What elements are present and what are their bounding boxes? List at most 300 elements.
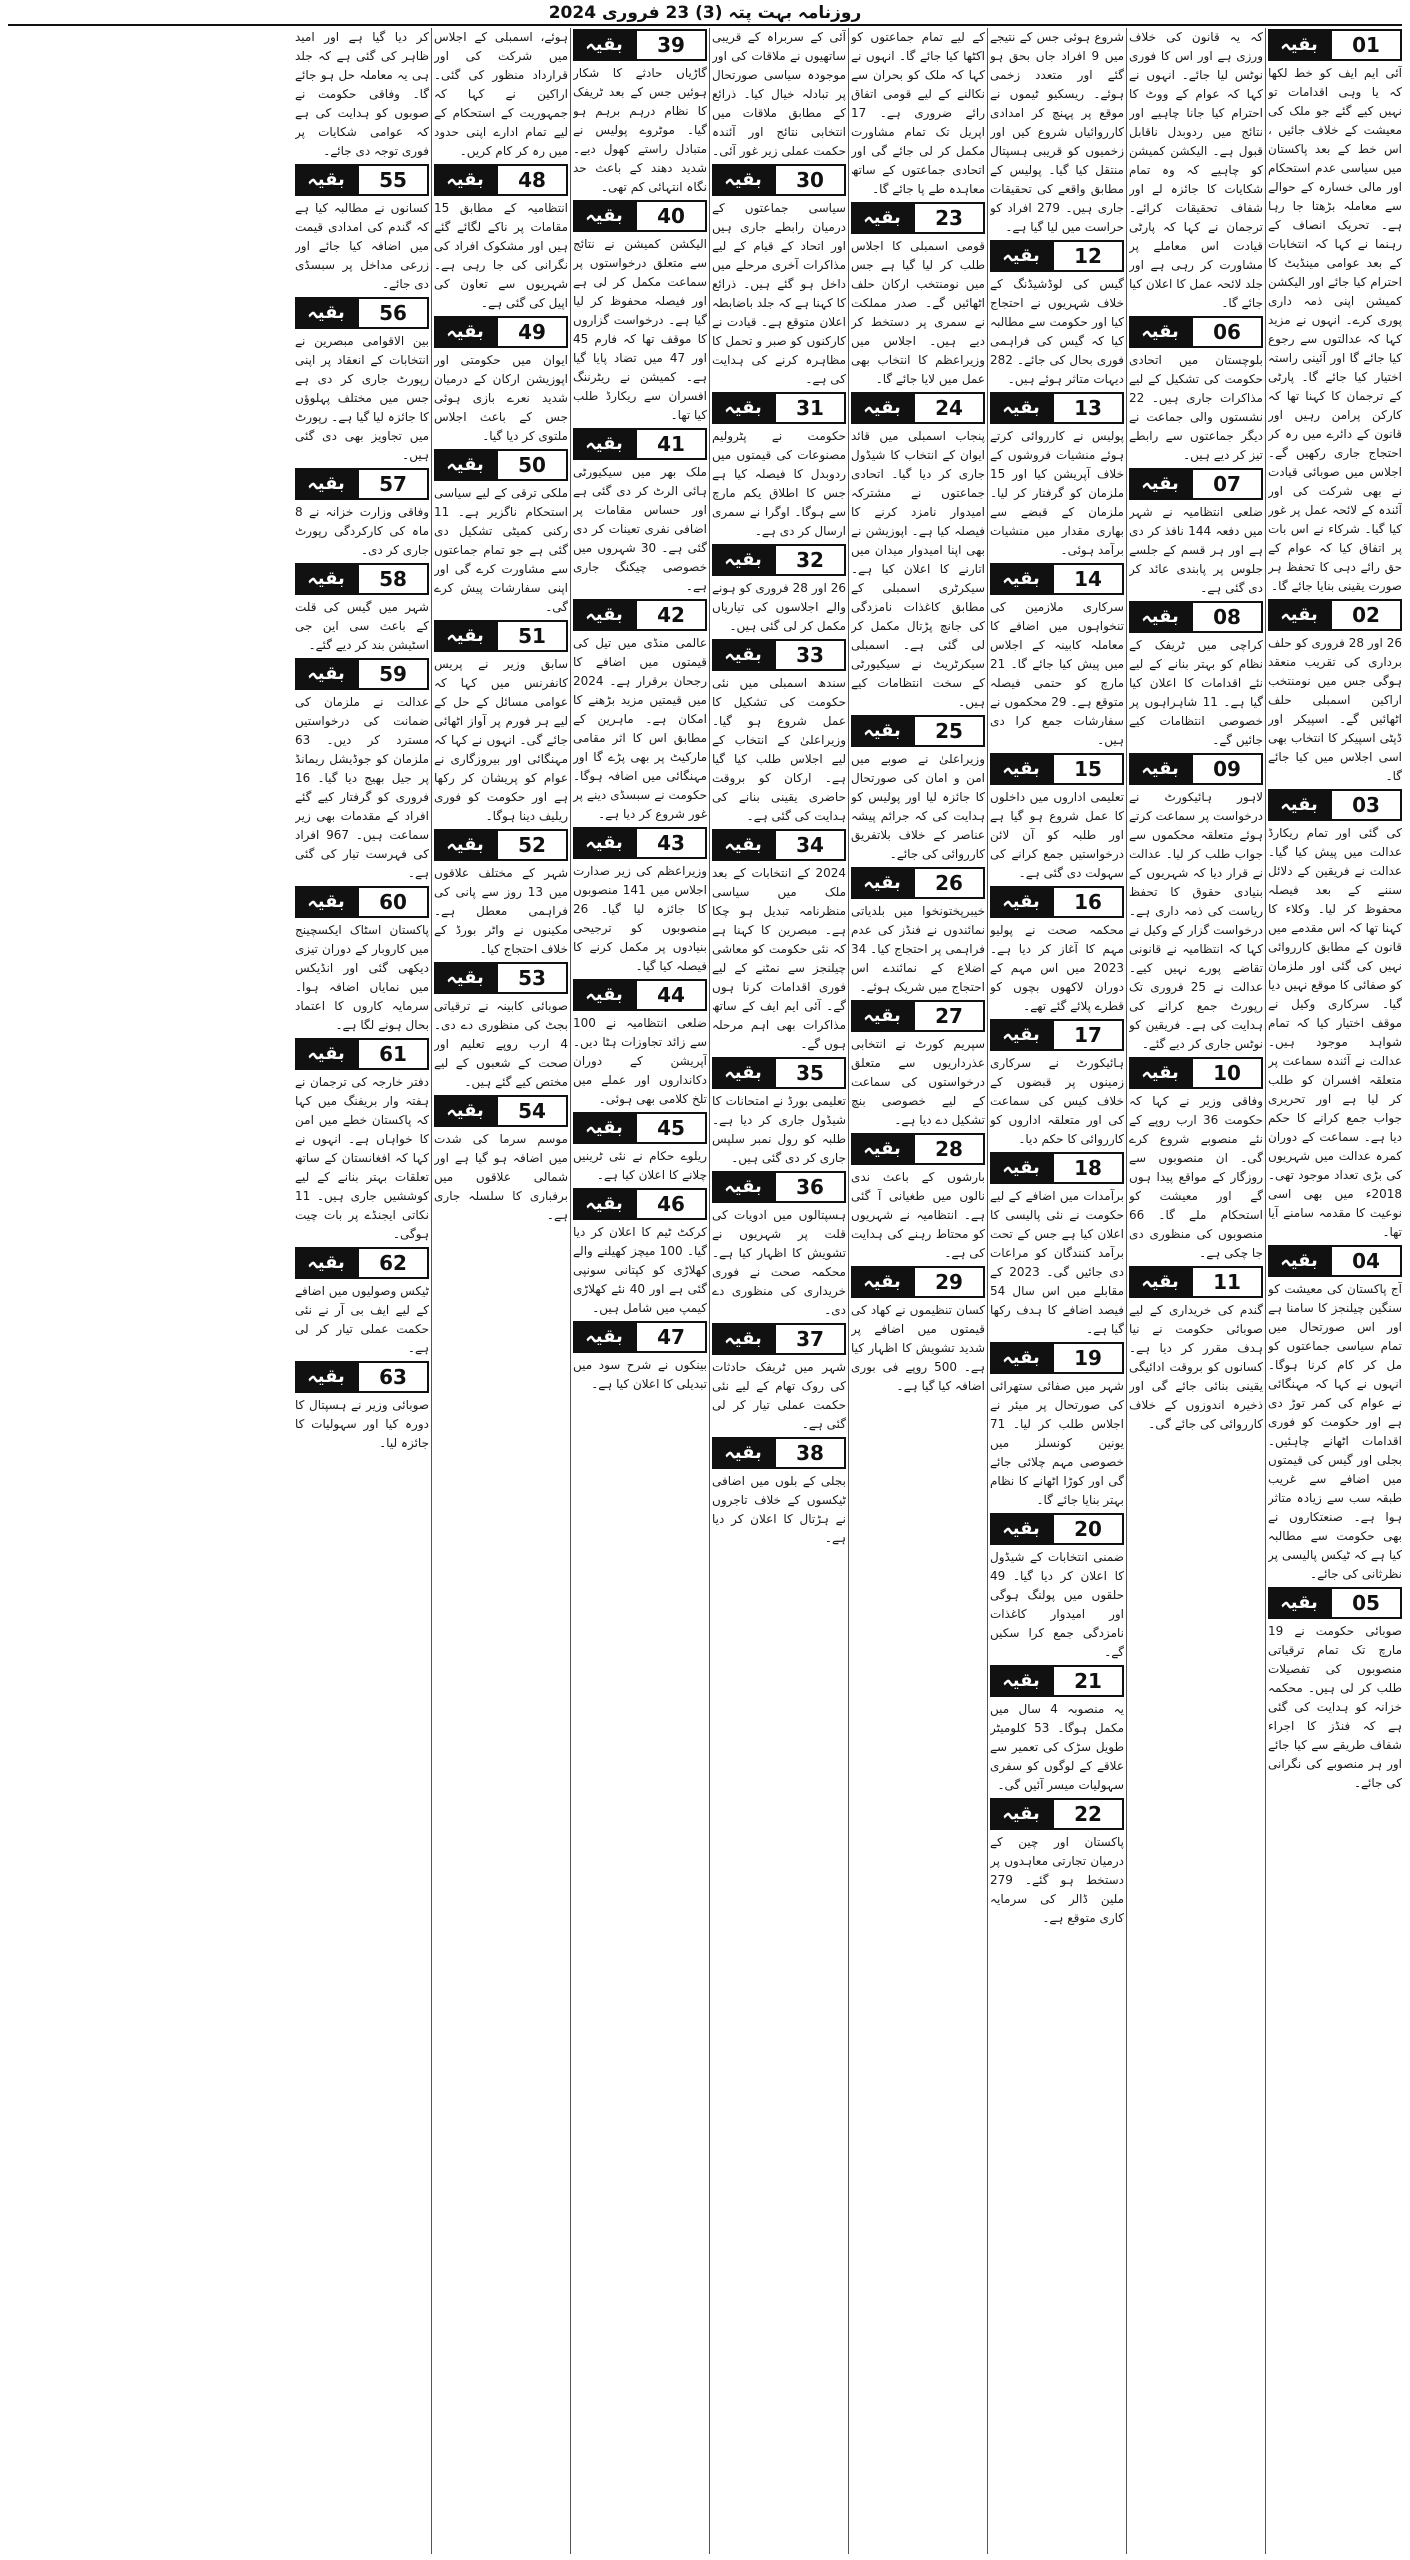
continuation-block (990, 1153, 1124, 1339)
continuation-label: بقیہ (990, 1798, 1052, 1830)
continuation-block (295, 887, 429, 1035)
continuation-header (573, 600, 707, 630)
continuation-header (1129, 317, 1263, 347)
continuation-block (851, 1134, 985, 1263)
continuation-block (295, 469, 429, 560)
continuation-number: 44 (635, 979, 707, 1011)
continuation-block (434, 165, 568, 313)
continuation-label: بقیہ (434, 1095, 496, 1127)
continuation-number: 14 (1052, 563, 1124, 595)
continuation-header (434, 830, 568, 860)
continuation-block (1268, 790, 1402, 1242)
continuation-label: بقیہ (990, 886, 1052, 918)
continuation-header (712, 1324, 846, 1354)
continuation-number: 55 (357, 164, 429, 196)
column-divider (1126, 28, 1127, 2554)
continuation-block (295, 1362, 429, 1453)
continuation-number: 50 (496, 449, 568, 481)
continuation-label: بقیہ (1268, 1587, 1330, 1619)
continuation-header (712, 393, 846, 423)
continuation-block (851, 716, 985, 864)
continuation-block (295, 165, 429, 294)
continuation-label: بقیہ (434, 962, 496, 994)
article-text: گندم کی خریداری کے لیے صوبائی حکومت نے نیا ہدف مقرر کر دیا ہے۔ کسانوں کو بروقت ادائیگی یقینی بنائی جائے گی اور ذخیرہ اندوزوں کے خلاف کارروائی کی جائے گی۔ (1129, 1303, 1263, 1431)
article-text: وفاقی وزارت خزانہ نے 8 ماہ کی کارکردگی رپورٹ جاری کر دی۔ (295, 505, 429, 557)
continuation-number: 21 (1052, 1665, 1124, 1697)
continuation-block (990, 241, 1124, 389)
continuation-block (295, 659, 429, 883)
continuation-header (851, 1134, 985, 1164)
continuation-label: بقیہ (1268, 1245, 1330, 1277)
continuation-label: بقیہ (573, 599, 635, 631)
continuation-label: بقیہ (851, 715, 913, 747)
continuation-label: بقیہ (1129, 1057, 1191, 1089)
continuation-number: 37 (774, 1323, 846, 1355)
continuation-header (434, 621, 568, 651)
continuation-number: 29 (913, 1266, 985, 1298)
continuation-label: بقیہ (573, 29, 635, 61)
column-divider (709, 28, 710, 2554)
continuation-block (712, 165, 846, 389)
continuation-number: 01 (1330, 29, 1402, 61)
article-text: بینکوں نے شرح سود میں تبدیلی کا اعلان کیا ہے۔ (573, 1358, 707, 1391)
article-text: عالمی منڈی میں تیل کی قیمتوں میں اضافے کا رجحان برقرار ہے۔ 2024 میں قیمتیں مزید بڑھنے کا امکان ہے۔ ماہرین کے مطابق اس کا اثر مقامی مارکیٹ پر بھی پڑے گا اور مہنگائی میں اضافہ ہوگا۔ حکومت نے سبسڈی دینے پر غور شروع کر دیا ہے۔ (573, 636, 707, 821)
article-text: کراچی میں ٹریفک کے نظام کو بہتر بنانے کے لیے نئے اقدامات کا اعلان کیا گیا ہے۔ 11 شاہراہوں پر خصوصی انتظامات کیے جائیں گے۔ (1129, 638, 1263, 747)
continuation-header (573, 1113, 707, 1143)
continuation-block (990, 887, 1124, 1016)
continuation-number: 52 (496, 829, 568, 861)
continuation-number: 24 (913, 392, 985, 424)
continuation-number: 57 (357, 468, 429, 500)
continuation-number: 38 (774, 1437, 846, 1469)
continuation-block (434, 450, 568, 617)
continuation-block (295, 28, 429, 161)
continuation-number: 43 (635, 827, 707, 859)
continuation-number: 13 (1052, 392, 1124, 424)
continuation-label: بقیہ (1129, 316, 1191, 348)
continuation-label: بقیہ (573, 979, 635, 1011)
continuation-number: 08 (1191, 601, 1263, 633)
continuation-number: 62 (357, 1247, 429, 1279)
continuation-header (990, 564, 1124, 594)
article-text: وفاقی وزیر نے کہا کہ حکومت 36 ارب روپے کے نئے منصوبے شروع کرے گی۔ ان منصوبوں سے روزگار کے مواقع پیدا ہوں گے اور معیشت کو استحکام ملے گا۔ 66 منصوبوں کی منظوری دی جا چکی ہے۔ (1129, 1094, 1263, 1260)
continuation-label: بقیہ (990, 1152, 1052, 1184)
article-text: ریلوے حکام نے نئی ٹرینیں چلانے کا اعلان کیا ہے۔ (573, 1149, 707, 1182)
article-text: شہر میں ٹریفک حادثات کی روک تھام کے لیے نئی حکمت عملی تیار کر لی گئی ہے۔ (712, 1360, 846, 1431)
article-text: انتظامیہ کے مطابق 15 مقامات پر ناکے لگائے گئے ہیں اور مشکوک افراد کی نگرانی کی جا رہی ہے۔ شہریوں سے تعاون کی اپیل کی گئی ہے۔ (434, 201, 568, 310)
continuation-block (990, 1666, 1124, 1795)
continuation-block (851, 28, 985, 199)
continuation-header (1129, 1267, 1263, 1297)
continuation-number: 48 (496, 164, 568, 196)
continuation-block (1268, 1246, 1402, 1584)
continuation-number: 61 (357, 1038, 429, 1070)
article-text: ضمنی انتخابات کے شیڈول کا اعلان کر دیا گیا۔ 49 حلقوں میں پولنگ ہوگی اور امیدوار کاغذات نامزدگی جمع کرا سکیں گے۔ (990, 1550, 1124, 1659)
column-2 (1129, 28, 1263, 2554)
continuation-block (434, 963, 568, 1092)
continuation-block (990, 754, 1124, 883)
continuation-header (712, 545, 846, 575)
continuation-label: بقیہ (712, 392, 774, 424)
article-text: کرکٹ ٹیم کا اعلان کر دیا گیا۔ 100 میچز کھیلنے والے کھلاڑی کو کپتانی سونپی گئی ہے اور 40 نئے کھلاڑی کیمپ میں شامل ہیں۔ (573, 1225, 707, 1315)
article-text: شہر میں صفائی ستھرائی کی صورتحال پر میئر نے اجلاس طلب کر لیا۔ 71 یونین کونسلز میں خصوصی مہم چلائی جائے گی اور کوڑا اٹھانے کا نظام بہتر بنایا جائے گا۔ (990, 1379, 1124, 1507)
article-text: 26 اور 28 فروری کو حلف برداری کی تقریب منعقد ہوگی جس میں نومنتخب اراکین اسمبلی حلف اٹھائیں گے۔ اسپیکر اور ڈپٹی اسپیکر کا انتخاب بھی اسی اجلاس میں کیا جائے گا۔ (1268, 636, 1402, 783)
continuation-block (573, 980, 707, 1109)
continuation-number: 40 (635, 200, 707, 232)
continuation-header (851, 203, 985, 233)
continuation-block (1129, 469, 1263, 598)
continuation-label: بقیہ (573, 1321, 635, 1353)
continuation-label: بقیہ (712, 639, 774, 671)
article-text: کسان تنظیموں نے کھاد کی قیمتوں میں اضافے پر شدید تشویش کا اظہار کیا ہے۔ 500 روپے فی بوری اضافہ کیا گیا ہے۔ (851, 1303, 985, 1393)
article-text: کے لیے تمام جماعتوں کو اکٹھا کیا جائے گا۔ انہوں نے کہا کہ ملک کو بحران سے نکالنے کے لیے قومی اتفاق رائے ضروری ہے۔ 17 اپریل تک تمام مشاورت مکمل کر لی جائے گی اور اتحادی جماعتوں کے ساتھ معاہدہ طے پا جائے گا۔ (851, 30, 985, 196)
header-rule (8, 24, 1402, 26)
continuation-header (851, 868, 985, 898)
continuation-block (990, 393, 1124, 560)
continuation-number: 60 (357, 886, 429, 918)
continuation-block (573, 1113, 707, 1185)
column-3 (990, 28, 1124, 2554)
continuation-number: 58 (357, 563, 429, 595)
continuation-label: بقیہ (851, 392, 913, 424)
article-text: صوبائی وزیر نے ہسپتال کا دورہ کیا اور سہولیات کا جائزہ لیا۔ (295, 1398, 429, 1450)
continuation-number: 20 (1052, 1513, 1124, 1545)
continuation-label: بقیہ (851, 1266, 913, 1298)
article-text: حکومت نے پٹرولیم مصنوعات کی قیمتوں میں ردوبدل کا فیصلہ کیا ہے جس کا اطلاق یکم مارچ سے ہوگا۔ اوگرا نے سمری ارسال کر دی ہے۔ (712, 429, 846, 538)
continuation-block (573, 429, 707, 596)
continuation-label: بقیہ (712, 544, 774, 576)
continuation-label: بقیہ (573, 200, 635, 232)
continuation-label: بقیہ (573, 1112, 635, 1144)
article-text: خیبرپختونخوا میں بلدیاتی نمائندوں نے فنڈز کی عدم فراہمی پر احتجاج کیا۔ 34 اضلاع کے نمائندے اس احتجاج میں شریک ہوئے۔ (851, 904, 985, 994)
continuation-block (434, 830, 568, 959)
continuation-number: 32 (774, 544, 846, 576)
continuation-header (1268, 600, 1402, 630)
continuation-header (434, 963, 568, 993)
column-1 (1268, 28, 1402, 2554)
article-text: آئی ایم ایف کو خط لکھا کہ یا وہی اقدامات تو نہیں کیے گئے جو ملک کی معیشت کے خلاف جائیں ، اس خط کے بعد پاکستان میں سیاسی عدم استحکام اور مالی خسارہ کے حوالے سے معاملہ بڑھتا جا رہا ہے۔ تحریک انصاف کے رہنما نے کہا کہ انتخابات کے بعد عوامی مینڈیٹ کا احترام کیا جائے اور الیکشن کمیشن اپنی ذمہ داری پوری کرے۔ انہوں نے مزید کہا کہ عدالتوں سے رجوع کیا جائے گا اور آئینی راستہ اختیار کیا جائے گا۔ پارٹی کے ترجمان کا کہنا تھا کہ کارکن پرامن رہیں اور قانون کے دائرے میں رہ کر احتجاج جاری رکھیں گے۔ اجلاس میں صوبائی قیادت نے بھی شرکت کی اور آئندہ کے لائحہ عمل پر غور کیا گیا۔ شرکاء نے اس بات پر اتفاق کیا کہ عوام کے حق رائے دہی کا تحفظ ہر صورت یقینی بنایا جائے گا۔ (1268, 66, 1402, 593)
continuation-header (990, 1153, 1124, 1183)
article-text: صوبائی کابینہ نے ترقیاتی بجٹ کی منظوری دے دی۔ 4 ارب روپے تعلیم اور صحت کے شعبوں کے لیے مختص کیے گئے ہیں۔ (434, 999, 568, 1089)
continuation-number: 35 (774, 1057, 846, 1089)
continuation-block (573, 30, 707, 197)
continuation-block (295, 1039, 429, 1244)
page-header (0, 0, 1410, 26)
continuation-number: 06 (1191, 316, 1263, 348)
article-text: لاہور ہائیکورٹ نے درخواست پر سماعت کرتے ہوئے متعلقہ محکموں سے جواب طلب کر لیا۔ عدالت نے قرار دیا کہ شہریوں کے بنیادی حقوق کا تحفظ ریاست کی ذمہ داری ہے۔ درخواست گزار کے وکیل نے کہا کہ انتظامیہ نے قانونی تقاضے پورے نہیں کیے۔ عدالت نے 25 فروری تک رپورٹ جمع کرانے کی ہدایت کی ہے۔ فریقین کو نوٹس جاری کر دیے گئے۔ (1129, 790, 1263, 1051)
article-text: یہ منصوبہ 4 سال میں مکمل ہوگا۔ 53 کلومیٹر طویل سڑک کی تعمیر سے علاقے کے لوگوں کو سفری سہولیات میسر آئیں گی۔ (990, 1702, 1124, 1792)
continuation-block (295, 298, 429, 465)
article-text: الیکشن کمیشن نے نتائج سے متعلق درخواستوں پر سماعت مکمل کر لی ہے اور فیصلہ محفوظ کر لیا گیا ہے۔ درخواست گزاروں کا موقف تھا کہ فارم 45 اور 47 میں تضاد پایا گیا ہے۔ کمیشن نے ریٹرننگ افسران سے ریکارڈ طلب کیا تھا۔ (573, 237, 707, 422)
continuation-block (1268, 30, 1402, 596)
article-text: ضلعی انتظامیہ نے 100 سے زائد تجاوزات ہٹا دیں۔ آپریشن کے دوران دکانداروں اور عملے میں تلخ کلامی بھی ہوئی۔ (573, 1016, 707, 1106)
column-5 (712, 28, 846, 2554)
continuation-header (295, 564, 429, 594)
continuation-header (851, 1001, 985, 1031)
article-text: سابق وزیر نے پریس کانفرنس میں کہا کہ عوامی مسائل کے حل کے لیے ہر فورم پر آواز اٹھائی جائے گی۔ انہوں نے کہا کہ مہنگائی اور بیروزگاری نے عوام کو پریشان کر رکھا ہے اور حکومت کو فوری ریلیف دینا ہوگا۔ (434, 657, 568, 823)
continuation-block (990, 1343, 1124, 1510)
continuation-block (434, 317, 568, 446)
article-text: 26 اور 28 فروری کو ہونے والے اجلاسوں کی تیاریاں مکمل کر لی گئی ہیں۔ (712, 581, 846, 633)
continuation-label: بقیہ (990, 240, 1052, 272)
continuation-header (434, 317, 568, 347)
article-text: قومی اسمبلی کا اجلاس طلب کر لیا گیا ہے جس میں نومنتخب ارکان حلف اٹھائیں گے۔ صدر مملکت نے سمری پر دستخط کر دیے ہیں۔ اجلاس میں وزیراعظم کا انتخاب بھی عمل میں لایا جائے گا۔ (851, 239, 985, 386)
continuation-block (295, 1248, 429, 1358)
continuation-header (573, 429, 707, 459)
article-text: گاڑیاں حادثے کا شکار ہوئیں جس کے بعد ٹریفک کا نظام درہم برہم ہو گیا۔ موٹروے پولیس نے متبادل راستے کھول دیے۔ شدید دھند کے باعث حد نگاہ انتہائی کم تھی۔ (573, 66, 707, 194)
article-text: آئی کے سربراہ کے قریبی ساتھیوں نے ملاقات کی اور موجودہ سیاسی صورتحال پر تبادلہ خیال کیا۔ ذرائع کے مطابق ملاقات میں انتخابی نتائج اور آئندہ حکمت عملی زیر غور آئی۔ (712, 30, 846, 158)
continuation-header (990, 1514, 1124, 1544)
article-text: تعلیمی بورڈ نے امتحانات کا شیڈول جاری کر دیا ہے۔ طلبہ کو رول نمبر سلپس جاری کر دی گئی ہیں۔ (712, 1094, 846, 1165)
continuation-header (434, 450, 568, 480)
continuation-header (851, 1267, 985, 1297)
continuation-block (712, 830, 846, 1054)
continuation-number: 05 (1330, 1587, 1402, 1619)
article-text: محکمہ صحت نے پولیو مہم کا آغاز کر دیا ہے۔ 2023 میں اس مہم کے دوران لاکھوں بچوں کو قطرے پلائے گئے تھے۔ (990, 923, 1124, 1013)
continuation-number: 03 (1330, 789, 1402, 821)
column-7 (434, 28, 568, 2554)
continuation-header (295, 298, 429, 328)
continuation-header (990, 1799, 1124, 1829)
continuation-block (712, 1438, 846, 1548)
continuation-header (851, 716, 985, 746)
continuation-header (573, 201, 707, 231)
continuation-block (573, 201, 707, 425)
continuation-label: بقیہ (990, 1513, 1052, 1545)
continuation-number: 47 (635, 1321, 707, 1353)
continuation-label: بقیہ (1268, 29, 1330, 61)
continuation-label: بقیہ (851, 1133, 913, 1165)
continuation-header (990, 393, 1124, 423)
column-divider (987, 28, 988, 2554)
continuation-header (712, 1438, 846, 1468)
article-text: سندھ اسمبلی میں نئی حکومت کی تشکیل کا عمل شروع ہو گیا۔ وزیراعلیٰ کے انتخاب کے لیے اجلاس طلب کیا گیا ہے۔ ارکان کو بروقت حاضری یقینی بنانے کی ہدایت کی گئی ہے۔ (712, 676, 846, 823)
article-text: ملکی ترقی کے لیے سیاسی استحکام ناگزیر ہے۔ 11 رکنی کمیٹی تشکیل دی گئی ہے جو تمام جماعتوں سے مشاورت کرے گی اور اپنی سفارشات پیش کرے گی۔ (434, 486, 568, 614)
continuation-label: بقیہ (851, 1000, 913, 1032)
article-text: سرکاری ملازمین کی تنخواہوں میں اضافے کا معاملہ کابینہ کے اجلاس میں پیش کیا جائے گا۔ 21 مارچ کو حتمی فیصلہ متوقع ہے۔ 29 محکموں نے سفارشات جمع کرا دی ہیں۔ (990, 600, 1124, 747)
continuation-number: 34 (774, 829, 846, 861)
continuation-block (712, 393, 846, 541)
article-text: بین الاقوامی مبصرین نے انتخابات کے انعقاد پر اپنی رپورٹ جاری کر دی ہے جس میں مختلف پہلوؤں کا جائزہ لیا گیا ہے۔ رپورٹ میں تجاویز بھی دی گئی ہیں۔ (295, 334, 429, 462)
continuation-block (1129, 602, 1263, 750)
continuation-label: بقیہ (295, 1038, 357, 1070)
continuation-number: 45 (635, 1112, 707, 1144)
continuation-label: بقیہ (434, 829, 496, 861)
continuation-block (1129, 317, 1263, 465)
continuation-number: 41 (635, 428, 707, 460)
article-text: کی گئی اور تمام ریکارڈ عدالت میں پیش کیا گیا۔ عدالت نے فریقین کے دلائل سننے کے بعد فیصلہ محفوظ کر لیا۔ وکلاء کا کہنا تھا کہ اس مقدمے میں قانون کے مطابق کارروائی نہیں کی گئی اور ملزمان کو صفائی کا موقع نہیں دیا گیا۔ سرکاری وکیل نے موقف اختیار کیا کہ تمام شواہد موجود ہیں۔ عدالت نے آئندہ سماعت پر متعلقہ افسران کو طلب کر لیا ہے اور تحریری جواب جمع کرانے کا حکم دیا ہے۔ سماعت کے دوران کمرہ عدالت میں شہریوں کی بڑی تعداد موجود تھی۔ 2018ء میں بھی اسی نوعیت کا مقدمہ سامنے آیا تھا۔ (1268, 826, 1402, 1239)
continuation-number: 26 (913, 867, 985, 899)
article-text: سپریم کورٹ نے انتخابی عذرداریوں سے متعلق درخواستوں کی سماعت کے لیے خصوصی بنچ تشکیل دے دیا ہے۔ (851, 1037, 985, 1127)
continuation-header (990, 241, 1124, 271)
continuation-label: بقیہ (990, 1342, 1052, 1374)
continuation-block (1268, 600, 1402, 786)
continuation-label: بقیہ (712, 164, 774, 196)
continuation-header (1268, 790, 1402, 820)
continuation-number: 04 (1330, 1245, 1402, 1277)
article-text: 2024 کے انتخابات کے بعد ملک میں سیاسی منظرنامہ تبدیل ہو چکا ہے۔ مبصرین کا کہنا ہے کہ نئی حکومت کو معاشی چیلنجز سے نمٹنے کے لیے فوری اقدامات کرنا ہوں گے۔ آئی ایم ایف کے ساتھ مذاکرات بھی اہم مرحلہ ہوں گے۔ (712, 866, 846, 1051)
continuation-number: 36 (774, 1171, 846, 1203)
continuation-header (573, 980, 707, 1010)
continuation-label: بقیہ (573, 1188, 635, 1220)
continuation-block (712, 1058, 846, 1168)
continuation-label: بقیہ (712, 1171, 774, 1203)
continuation-number: 09 (1191, 753, 1263, 785)
article-text: پنجاب اسمبلی میں قائد ایوان کے انتخاب کا شیڈول جاری کر دیا گیا۔ اتحادی جماعتوں نے مشترکہ امیدوار نامزد کرنے کا فیصلہ کیا ہے۔ اپوزیشن نے بھی اپنا امیدوار میدان میں اتارنے کا اعلان کیا ہے۔ سیکرٹری اسمبلی کے مطابق کاغذات نامزدگی کی جانچ پڑتال مکمل کر لی گئی ہے۔ اسمبلی سیکرٹریٹ نے سیکیورٹی کے سخت انتظامات کیے ہیں۔ (851, 429, 985, 709)
article-text: آج پاکستان کی معیشت کو سنگین چیلنجز کا سامنا ہے اور اس صورتحال میں تمام سیاسی جماعتوں کو مل کر کام کرنا ہوگا۔ انہوں نے کہا کہ مہنگائی نے عوام کی کمر توڑ دی ہے اور حکومت کو فوری اقدامات اٹھانے چاہئیں۔ بجلی اور گیس کی قیمتوں میں اضافے سے غریب طبقہ سب سے زیادہ متاثر ہوا ہے۔ صنعتکاروں نے بھی حکومت سے مطالبہ کیا ہے کہ ٹیکس پالیسی پر نظرثانی کی جائے۔ (1268, 1282, 1402, 1581)
article-text: برآمدات میں اضافے کے لیے حکومت نے نئی پالیسی کا اعلان کیا ہے جس کے تحت برآمد کنندگان کو مراعات دی جائیں گی۔ 2023 کے مقابلے میں اس سال 54 فیصد اضافے کا ہدف رکھا گیا ہے۔ (990, 1189, 1124, 1336)
continuation-number: 17 (1052, 1019, 1124, 1051)
column-divider (848, 28, 849, 2554)
continuation-number: 54 (496, 1095, 568, 1127)
article-text: کر دیا گیا ہے اور امید ظاہر کی گئی ہے کہ جلد ہی یہ معاملہ حل ہو جائے گا۔ وفاقی حکومت نے صوبوں کو ہدایت کی ہے کہ عوامی شکایات پر فوری توجہ دی جائے۔ (295, 30, 429, 158)
continuation-number: 02 (1330, 599, 1402, 631)
continuation-number: 63 (357, 1361, 429, 1393)
continuation-header (573, 1322, 707, 1352)
continuation-header (712, 165, 846, 195)
continuation-header (573, 1189, 707, 1219)
continuation-header (1268, 30, 1402, 60)
continuation-block (851, 1267, 985, 1396)
continuation-label: بقیہ (295, 563, 357, 595)
continuation-label: بقیہ (295, 658, 357, 690)
article-text: ٹیکس وصولیوں میں اضافے کے لیے ایف بی آر نے نئی حکمت عملی تیار کر لی ہے۔ (295, 1284, 429, 1355)
article-text: وزیراعلیٰ نے صوبے میں امن و امان کی صورتحال کا جائزہ لیا اور پولیس کو ہدایت کی کہ جرائم پیشہ عناصر کے خلاف بلاتفریق کارروائی کی جائے۔ (851, 752, 985, 861)
continuation-block (434, 621, 568, 826)
continuation-number: 51 (496, 620, 568, 652)
continuation-header (295, 165, 429, 195)
continuation-block (712, 545, 846, 636)
article-text: ضلعی انتظامیہ نے شہر میں دفعہ 144 نافذ کر دی ہے اور ہر قسم کے جلسے جلوس پر پابندی عائد کر دی گئی ہے۔ (1129, 505, 1263, 595)
continuation-label: بقیہ (1129, 1266, 1191, 1298)
continuation-header (295, 1362, 429, 1392)
article-text: عدالت نے ملزمان کی ضمانت کی درخواستیں مسترد کر دیں۔ 63 ملزمان کو جوڈیشل ریمانڈ پر جیل بھیج دیا گیا۔ 16 فروری کو گرفتار کیے گئے افراد کے مقدمات بھی زیر سماعت ہیں۔ 967 افراد کی فہرست تیار کی گئی ہے۔ (295, 695, 429, 880)
continuation-header (990, 1020, 1124, 1050)
continuation-label: بقیہ (295, 1361, 357, 1393)
continuation-header (1129, 1058, 1263, 1088)
article-text: تعلیمی اداروں میں داخلوں کا عمل شروع ہو گیا ہے اور طلبہ کو آن لائن درخواستیں جمع کرانے کی سہولت دی گئی ہے۔ (990, 790, 1124, 880)
continuation-header (990, 754, 1124, 784)
article-text: پاکستان اور چین کے درمیان تجارتی معاہدوں پر دستخط ہو گئے۔ 279 ملین ڈالر کی سرمایہ کاری متوقع ہے۔ (990, 1835, 1124, 1925)
continuation-label: بقیہ (1129, 468, 1191, 500)
continuation-header (295, 1039, 429, 1069)
continuation-block (990, 1020, 1124, 1149)
article-text: صوبائی حکومت نے 19 مارچ تک تمام ترقیاتی منصوبوں کی تفصیلات طلب کر لی ہیں۔ محکمہ خزانہ کو ہدایت کی گئی ہے کہ فنڈز کا اجراء شفاف طریقے سے کیا جائے اور ہر منصوبے کی نگرانی کی جائے۔ (1268, 1624, 1402, 1790)
continuation-block (712, 640, 846, 826)
page-header-text: روزنامہ بہت پتہ (3) 23 فروری 2024 (548, 3, 862, 23)
continuation-number: 27 (913, 1000, 985, 1032)
continuation-block (990, 1514, 1124, 1662)
continuation-block (1129, 28, 1263, 313)
article-text: شروع ہوئی جس کے نتیجے میں 9 افراد جاں بحق ہو گئے اور متعدد زخمی ہوئے۔ ریسکیو ٹیموں نے موقع پر پہنچ کر امدادی کارروائیاں شروع کیں اور زخمیوں کو قریبی ہسپتال منتقل کیا گیا۔ پولیس کے مطابق واقعے کی تحقیقات جاری ہیں۔ 279 افراد کو حراست میں لیا گیا ہے۔ (990, 30, 1124, 234)
continuation-label: بقیہ (990, 753, 1052, 785)
continuation-number: 07 (1191, 468, 1263, 500)
article-text: کسانوں نے مطالبہ کیا ہے کہ گندم کی امدادی قیمت میں اضافہ کیا جائے اور زرعی مداخل پر سبسڈی دی جائے۔ (295, 201, 429, 291)
continuation-block (434, 28, 568, 161)
continuation-header (851, 393, 985, 423)
continuation-block (573, 600, 707, 824)
continuation-header (434, 165, 568, 195)
continuation-number: 46 (635, 1188, 707, 1220)
continuation-label: بقیہ (712, 1323, 774, 1355)
article-text: شہر کے مختلف علاقوں میں 13 روز سے پانی کی فراہمی معطل ہے۔ مکینوں نے واٹر بورڈ کے خلاف احتجاج کیا۔ (434, 866, 568, 956)
continuation-label: بقیہ (573, 428, 635, 460)
continuation-block (712, 28, 846, 161)
continuation-number: 15 (1052, 753, 1124, 785)
continuation-number: 49 (496, 316, 568, 348)
continuation-number: 56 (357, 297, 429, 329)
continuation-label: بقیہ (573, 827, 635, 859)
column-divider (1265, 28, 1266, 2554)
continuation-header (712, 830, 846, 860)
continuation-header (990, 1343, 1124, 1373)
article-text: بجلی کے بلوں میں اضافی ٹیکسوں کے خلاف تاجروں نے ہڑتال کا اعلان کر دیا ہے۔ (712, 1474, 846, 1545)
continuation-label: بقیہ (851, 202, 913, 234)
continuation-header (1129, 602, 1263, 632)
continuation-number: 19 (1052, 1342, 1124, 1374)
continuation-label: بقیہ (712, 1437, 774, 1469)
continuation-number: 11 (1191, 1266, 1263, 1298)
continuation-label: بقیہ (851, 867, 913, 899)
continuation-block (851, 393, 985, 712)
continuation-label: بقیہ (1129, 601, 1191, 633)
continuation-header (295, 1248, 429, 1278)
continuation-block (1129, 1267, 1263, 1434)
continuation-number: 59 (357, 658, 429, 690)
continuation-block (1129, 1058, 1263, 1263)
continuation-block (434, 1096, 568, 1225)
continuation-block (295, 564, 429, 655)
continuation-header (295, 659, 429, 689)
continuation-number: 39 (635, 29, 707, 61)
continuation-number: 12 (1052, 240, 1124, 272)
column-4 (851, 28, 985, 2554)
continuation-number: 30 (774, 164, 846, 196)
continuation-block (712, 1324, 846, 1434)
article-text: وزیراعظم کی زیر صدارت اجلاس میں 141 منصوبوں کا جائزہ لیا گیا۔ 26 منصوبوں کو ترجیحی بنیادوں پر مکمل کرنے کا فیصلہ کیا گیا۔ (573, 864, 707, 973)
continuation-header (1129, 469, 1263, 499)
continuation-label: بقیہ (990, 1665, 1052, 1697)
continuation-header (990, 1666, 1124, 1696)
column-8 (295, 28, 429, 2554)
continuation-label: بقیہ (295, 1247, 357, 1279)
continuation-number: 16 (1052, 886, 1124, 918)
continuation-block (1129, 754, 1263, 1054)
article-text: ہوئے، اسمبلی کے اجلاس میں شرکت کی اور قرارداد منظور کی گئی۔ اراکین نے کہا کہ جمہوریت کے استحکام کے لیے تمام ادارے اپنی حدود میں رہ کر کام کریں۔ (434, 30, 568, 158)
continuation-label: بقیہ (295, 297, 357, 329)
continuation-number: 10 (1191, 1057, 1263, 1089)
continuation-block (1268, 1588, 1402, 1793)
continuation-number: 31 (774, 392, 846, 424)
article-text: ہسپتالوں میں ادویات کی قلت پر شہریوں نے تشویش کا اظہار کیا ہے۔ محکمہ صحت نے فوری خریداری کی منظوری دے دی۔ (712, 1208, 846, 1317)
continuation-header (712, 1058, 846, 1088)
continuation-label: بقیہ (990, 1019, 1052, 1051)
continuation-label: بقیہ (712, 829, 774, 861)
article-text: ایوان میں حکومتی اور اپوزیشن ارکان کے درمیان شدید نعرے بازی ہوئی جس کے باعث اجلاس ملتوی کر دیا گیا۔ (434, 353, 568, 443)
continuation-label: بقیہ (990, 563, 1052, 595)
article-text: پولیس نے کارروائی کرتے ہوئے منشیات فروشوں کے خلاف آپریشن کیا اور 15 ملزمان کو گرفتار کر لیا۔ ملزمان کے قبضے سے بھاری مقدار میں منشیات برآمد ہوئی۔ (990, 429, 1124, 557)
article-text: ملک بھر میں سیکیورٹی ہائی الرٹ کر دی گئی ہے اور حساس مقامات پر اضافی نفری تعینات کر دی گئی ہے۔ 30 شہروں میں خصوصی چیکنگ جاری ہے۔ (573, 465, 707, 593)
continuation-number: 28 (913, 1133, 985, 1165)
continuation-number: 22 (1052, 1798, 1124, 1830)
continuation-header (434, 1096, 568, 1126)
continuation-label: بقیہ (295, 164, 357, 196)
column-divider (570, 28, 571, 2554)
continuation-block (712, 1172, 846, 1320)
continuation-header (1268, 1246, 1402, 1276)
continuation-block (851, 203, 985, 389)
article-text: پاکستان اسٹاک ایکسچینج میں کاروبار کے دوران تیزی دیکھی گئی اور انڈیکس میں نمایاں اضافہ ہوا۔ سرمایہ کاروں کا اعتماد بحال ہونے لگا ہے۔ (295, 923, 429, 1032)
